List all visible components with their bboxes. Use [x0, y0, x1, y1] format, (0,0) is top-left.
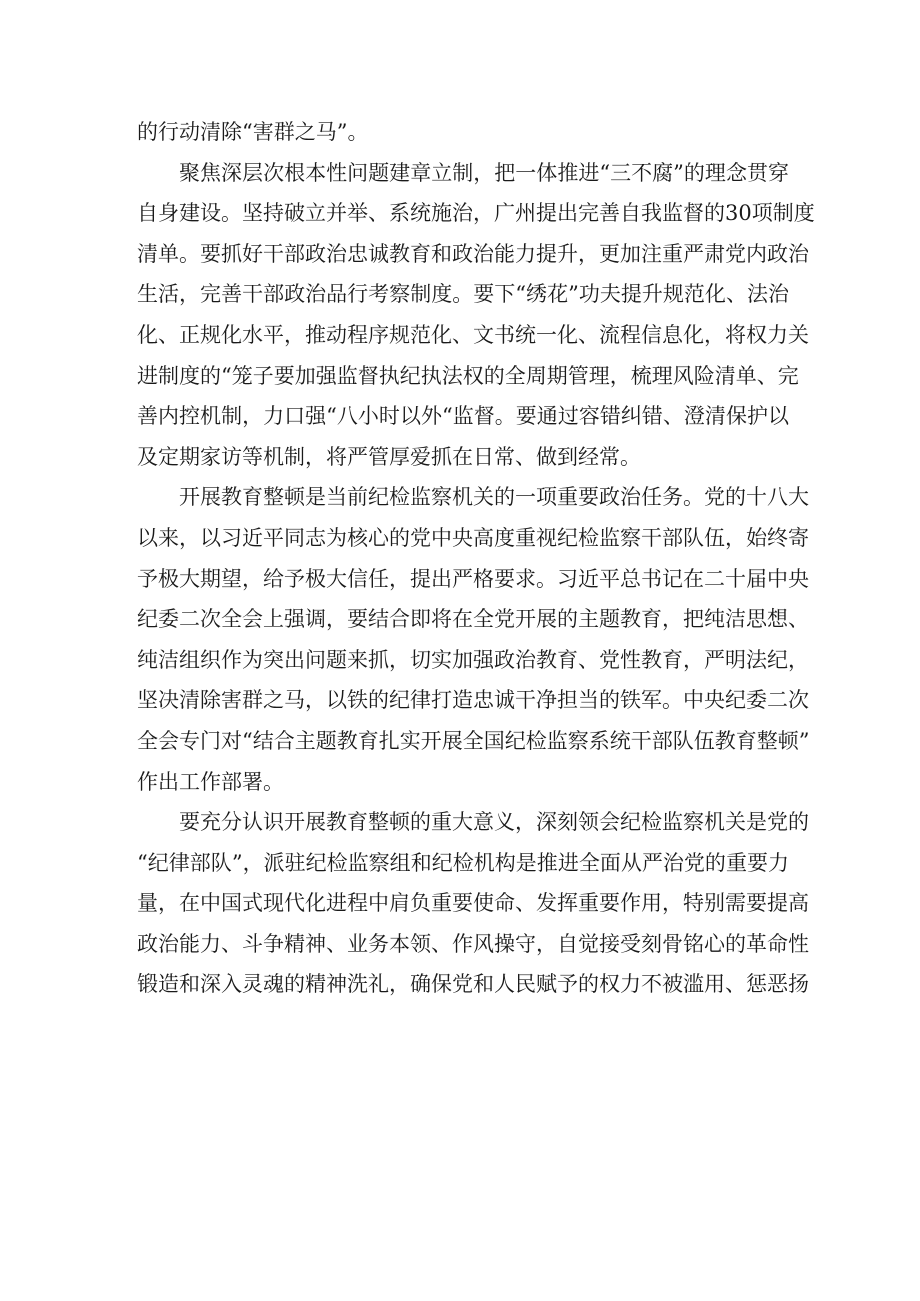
text-line: 作出工作部署。	[137, 769, 284, 794]
text-line: 以来，以习近平同志为核心的党中央高度重视纪检监察干部队伍，始终寄	[137, 525, 809, 550]
text-line: 及定期家访等机制，将严管厚爱抓在日常、做到经常。	[137, 444, 641, 469]
text-line: 化、正规化水平，推动程序规范化、文书统一化、流程信息化，将权力关	[137, 322, 809, 347]
text-line: 聚焦深层次根本性问题建章立制，把一体推进“三不腐”的理念贯穿	[179, 160, 789, 185]
document-body	[137, 112, 815, 1005]
text-line: 坚决清除害群之马，以铁的纪律打造忠诚干净担当的铁军。中央纪委二次	[137, 688, 809, 713]
text-line: 政治能力、斗争精神、业务本领、作风操守，自觉接受刻骨铭心的革命性	[137, 931, 809, 956]
text-line: 量，在中国式现代化进程中肩负重要使命、发挥重要作用，特别需要提高	[137, 891, 809, 916]
text-line: 自身建设。坚持破立并举、系统施治，广州提出完善自我监督的30项制度	[137, 201, 815, 226]
text-line: 清单。要抓好干部政治忠诚教育和政治能力提升，更加注重严肃党内政治	[137, 241, 809, 266]
text-line: 要充分认识开展教育整顿的重大意义，深刻领会纪检监察机关是党的	[179, 810, 809, 835]
text-line: 纯洁组织作为突出问题来抓，切实加强政治教育、党性教育，严明法纪，	[137, 647, 809, 672]
text-line: 善内控机制，力口强“八小时以外“监督。要通过容错纠错、澄清保护以	[137, 404, 789, 429]
text-line: “纪律部队”，派驻纪检监察组和纪检机构是推进全面从严治党的重要力	[137, 850, 789, 875]
text-line: 生活，完善干部政治品行考察制度。要下“绣花”功夫提升规范化、法治	[137, 282, 789, 307]
text-line: 锻造和深入灵魂的精神洗礼，确保党和人民赋予的权力不被滥用、惩恶扬	[137, 972, 809, 997]
text-line: 进制度的“笼子要加强监督执纪执法权的全周期管理，梳理风险清单、完	[137, 363, 799, 388]
text-line: 予极大期望，给予极大信任，提出严格要求。习近平总书记在二十届中央	[137, 566, 809, 591]
text-line: 纪委二次全会上强调，要结合即将在全党开展的主题教育，把纯洁思想、	[137, 607, 809, 632]
text-line: 开展教育整顿是当前纪检监察机关的一项重要政治任务。党的十八大	[179, 485, 809, 510]
text-line: 的行动清除“害群之马”。	[137, 120, 369, 144]
text-line: 全会专门对“结合主题教育扎实开展全国纪检监察系统干部队伍教育整顿”	[137, 728, 810, 753]
